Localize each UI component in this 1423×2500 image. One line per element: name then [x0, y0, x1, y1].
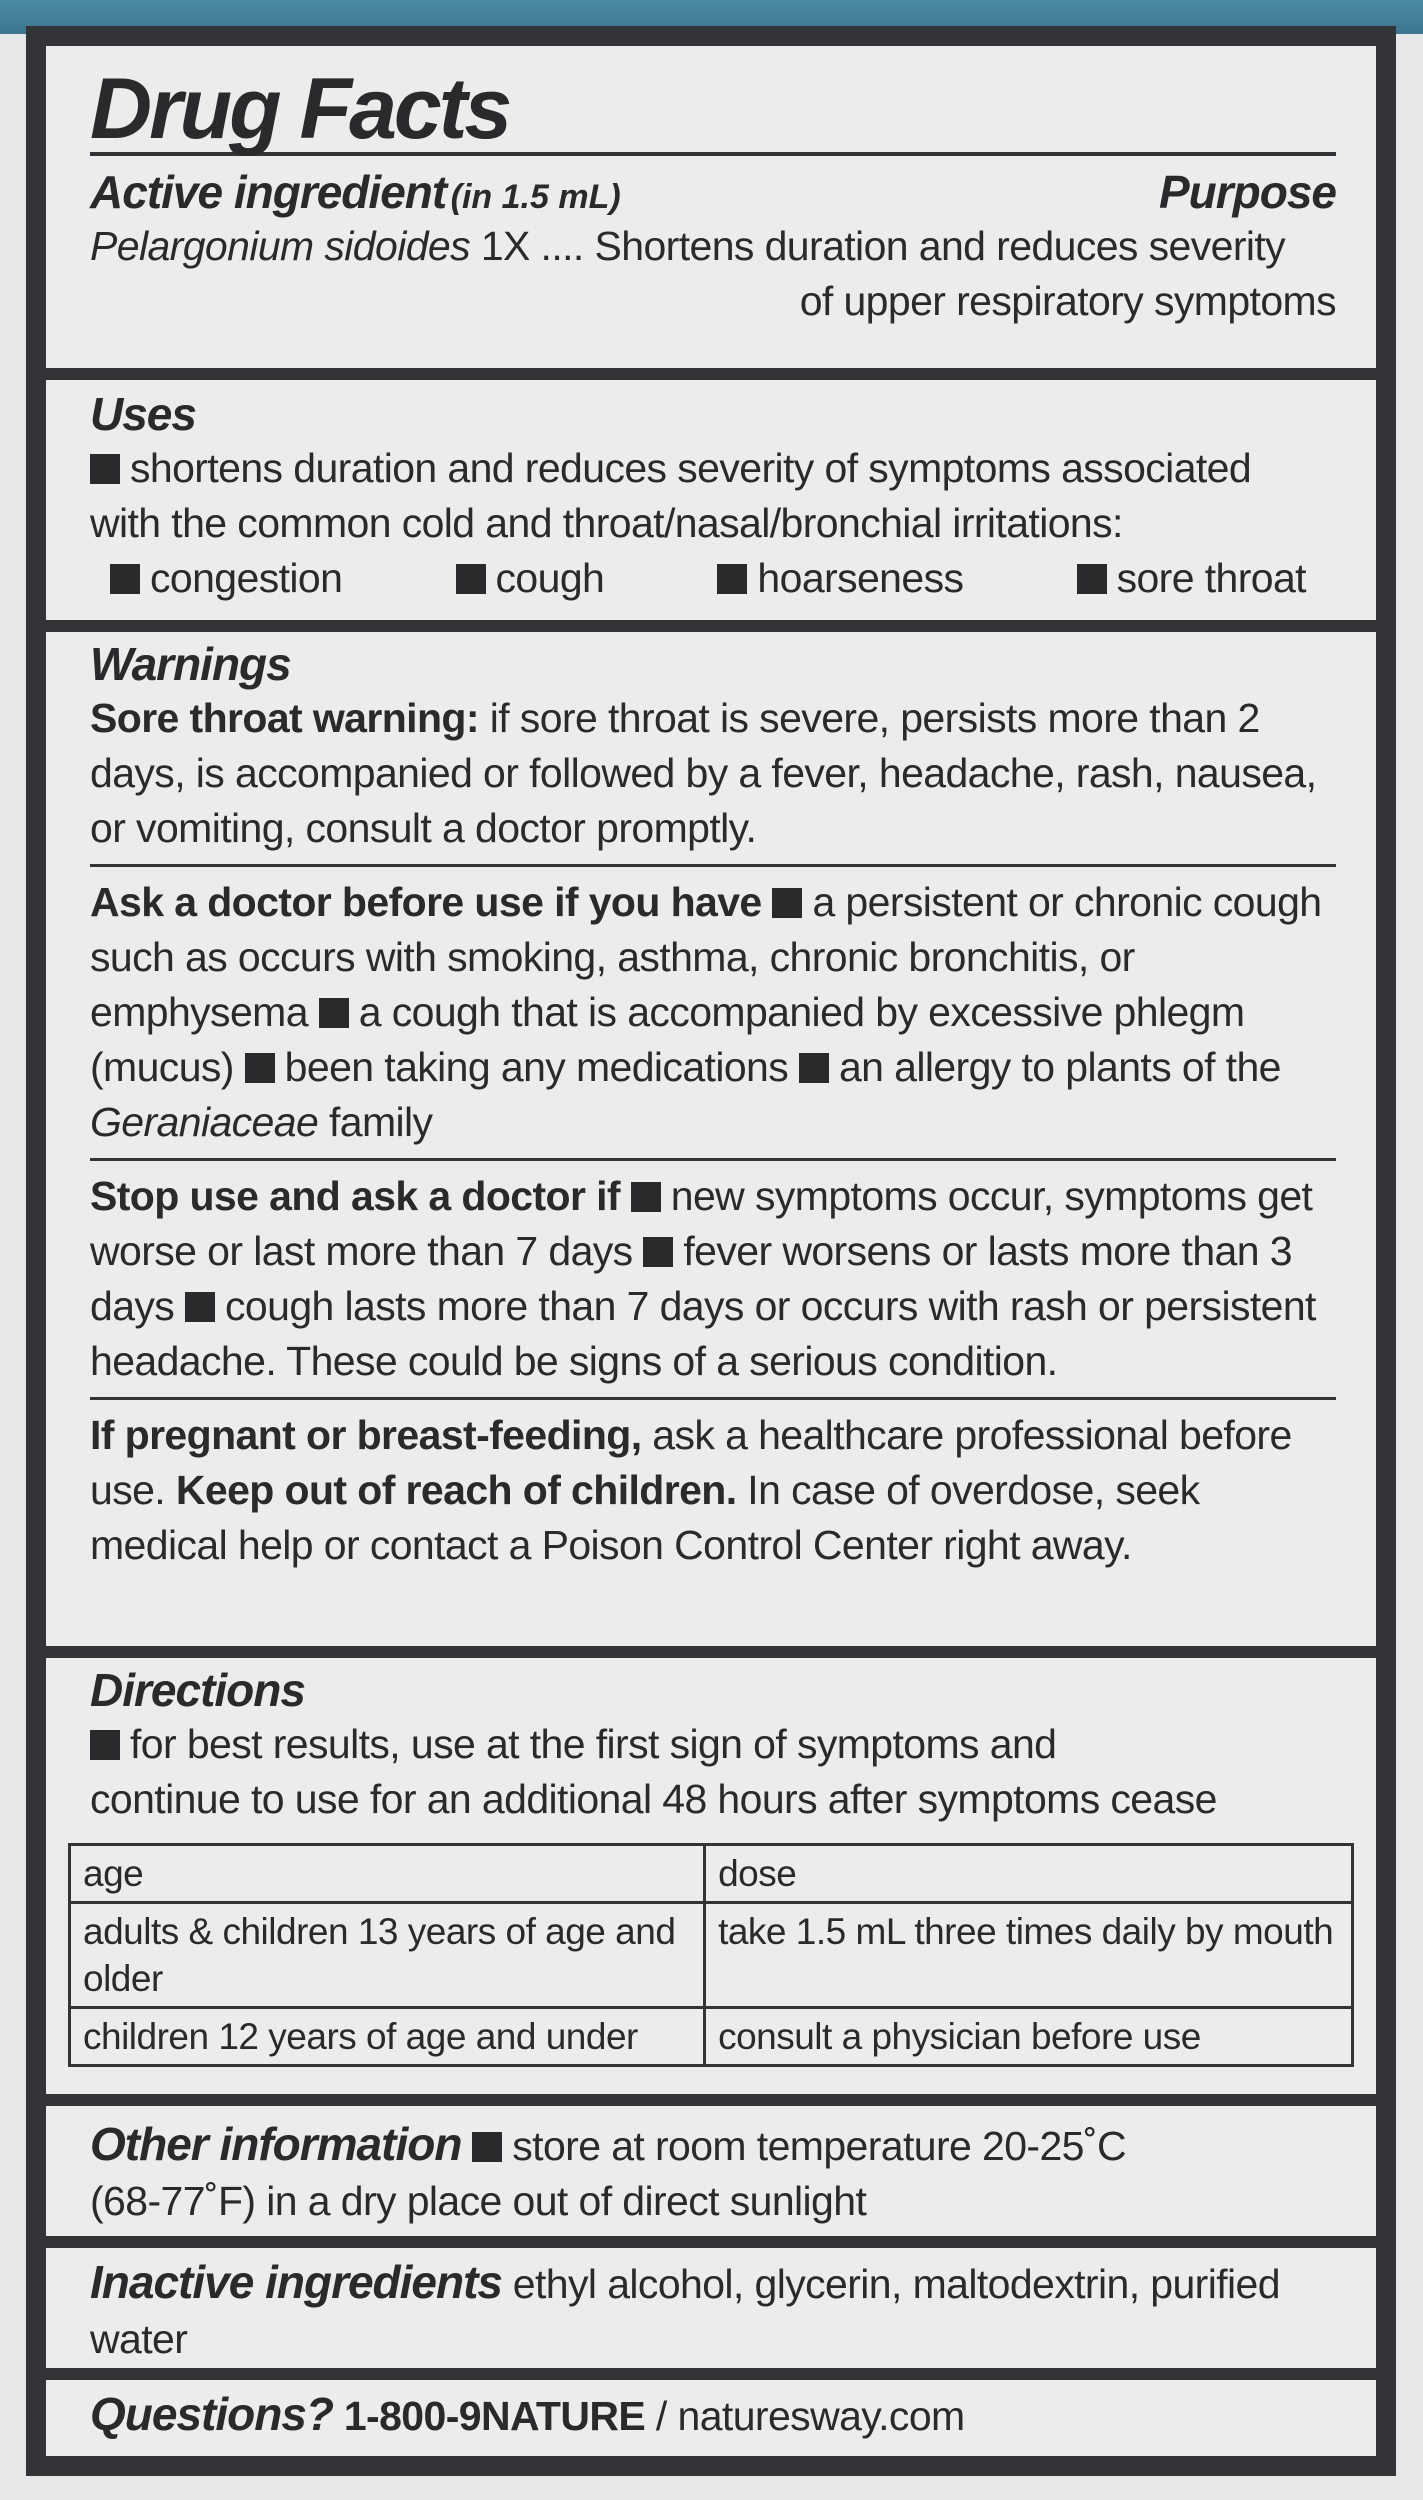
- table-header-age: age: [70, 1844, 705, 1902]
- keep-out-label: Keep out of reach of children.: [175, 1466, 737, 1513]
- inactive-list: ethyl alcohol, glycerin, maltodextrin, purified water: [90, 2261, 1280, 2362]
- uses-line-1: [90, 441, 1336, 496]
- page-title: Drug Facts: [90, 46, 1336, 156]
- bullet-square-icon: [1077, 564, 1107, 594]
- bullet-square-icon: [185, 1292, 215, 1322]
- active-header-row: [90, 166, 1336, 219]
- stop-item: cough lasts more than 7 days or occurs with rash or persistent headache. These could be signs of a serious condition.: [90, 1282, 1316, 1384]
- inactive-heading: Inactive ingredients: [90, 2256, 503, 2308]
- sore-throat-text: if sore throat is severe, persists more than 2 days, is accompanied or followed by a fever, headache, rash, nausea, or vomiting, consult a doctor promptly.: [90, 694, 1317, 851]
- ask-item: an allergy to plants of the: [838, 1043, 1281, 1090]
- directions-heading: Directions: [90, 1664, 305, 1716]
- table-cell-dose: take 1.5 mL three times daily by mouth: [705, 1902, 1353, 2007]
- purpose-line-2: of upper respiratory symptoms: [799, 277, 1336, 324]
- ingredient-strength: 1X: [480, 222, 530, 269]
- table-header-dose: dose: [705, 1844, 1353, 1902]
- bullet-square-icon: [90, 1730, 120, 1760]
- bullet-square-icon: [245, 1053, 275, 1083]
- ask-item: a persistent or chronic cough such as occurs with smoking, asthma, chronic bronchitis, or emphysema: [90, 878, 1322, 1035]
- warnings-panel: [46, 632, 1376, 1646]
- uses-line-1-text: shortens duration and reduces severity of symptoms associated: [130, 444, 1252, 491]
- table-cell-age: adults & children 13 years of age and older: [70, 1902, 705, 2007]
- active-heading-note: (in 1.5 mL): [450, 178, 621, 216]
- directions-text-block: [68, 1664, 1354, 1827]
- directions-panel: [46, 1658, 1376, 2094]
- ask-item: a cough that is accompanied by excessive phlegm (mucus): [90, 988, 1245, 1090]
- inactive-text: [90, 2256, 1336, 2367]
- uses-item: [110, 551, 342, 606]
- ingredient-name: Pelargonium sidoides: [90, 222, 471, 269]
- table-cell-dose: consult a physician before use: [705, 2007, 1353, 2065]
- questions-panel: [46, 2380, 1376, 2456]
- questions-heading: Questions?: [90, 2388, 334, 2440]
- bullet-square-icon: [643, 1237, 673, 1267]
- table-cell-age: children 12 years of age and under: [70, 2007, 705, 2065]
- table-row: [70, 2007, 1353, 2065]
- directions-line-1-text: for best results, use at the first sign of symptoms and: [130, 1720, 1057, 1767]
- pregnancy-warning: [90, 1397, 1336, 1573]
- bullet-square-icon: [90, 454, 120, 484]
- sore-throat-label: Sore throat warning:: [90, 694, 479, 741]
- dot-leader: ....: [529, 222, 595, 269]
- bullet-square-icon: [472, 2132, 502, 2162]
- dosage-table: [68, 1843, 1354, 2067]
- stop-use-label: Stop use and ask a doctor if: [90, 1172, 620, 1219]
- uses-item: [456, 551, 605, 606]
- bullet-square-icon: [110, 564, 140, 594]
- other-line-1-text: store at room temperature 20-25˚C: [512, 2123, 1126, 2169]
- active-ingredient-panel: [46, 46, 1376, 368]
- stop-item: new symptoms occur, symptoms get worse or last more than 7 days: [90, 1172, 1313, 1274]
- uses-item: [1077, 551, 1306, 606]
- uses-panel: [46, 380, 1376, 620]
- purpose-heading: Purpose: [1158, 166, 1336, 218]
- uses-line-2: with the common cold and throat/nasal/bronchial irritations:: [90, 499, 1123, 546]
- ask-doctor-warning: [90, 864, 1336, 1150]
- stop-use-warning: [90, 1158, 1336, 1389]
- directions-line-2: continue to use for an additional 48 hours after symptoms cease: [90, 1775, 1217, 1822]
- uses-item-text: sore throat: [1116, 554, 1306, 601]
- questions-line: [90, 2388, 1336, 2444]
- pregnancy-label: If pregnant or breast-feeding,: [90, 1411, 642, 1458]
- other-heading: Other information: [90, 2118, 462, 2170]
- purpose-line-1: Shortens duration and reduces severity: [594, 222, 1286, 269]
- other-information-panel: [46, 2106, 1376, 2236]
- warnings-heading: Warnings: [90, 638, 291, 690]
- bullet-square-icon: [319, 998, 349, 1028]
- uses-item-text: hoarseness: [757, 554, 964, 601]
- uses-item-text: cough: [495, 554, 605, 601]
- bullet-square-icon: [799, 1053, 829, 1083]
- table-row: [70, 1902, 1353, 2007]
- ask-doctor-label: Ask a doctor before use if you have: [90, 878, 762, 925]
- other-line-2: (68-77˚F) in a dry place out of direct sunlight: [90, 2178, 867, 2224]
- active-heading-text: Active ingredient: [90, 166, 447, 218]
- other-line-1: [90, 2118, 1336, 2174]
- phone-number: 1-800-9NATURE: [343, 2393, 646, 2439]
- table-header-row: [70, 1844, 1353, 1902]
- active-line-1: [90, 219, 1336, 274]
- bullet-square-icon: [772, 888, 802, 918]
- pregnancy-text: ask a healthcare professional before use.: [90, 1411, 1292, 1513]
- ask-item: been taking any medications: [284, 1043, 789, 1090]
- uses-item: [717, 551, 963, 606]
- uses-heading: Uses: [90, 388, 196, 440]
- uses-symptom-list: [90, 551, 1336, 606]
- bullet-square-icon: [456, 564, 486, 594]
- active-heading: [90, 166, 621, 219]
- uses-item-text: congestion: [150, 554, 343, 601]
- drug-facts-label: [26, 26, 1396, 2476]
- website-text: / naturesway.com: [645, 2393, 965, 2439]
- overdose-text: In case of overdose, seek medical help or contact a Poison Control Center right away.: [90, 1466, 1200, 1568]
- sore-throat-warning: [90, 691, 1336, 856]
- directions-line-1: [90, 1717, 1344, 1772]
- plant-family-name: Geraniaceae: [90, 1098, 319, 1145]
- stop-item: fever worsens or lasts more than 3 days: [90, 1227, 1292, 1329]
- plant-family-suffix: family: [318, 1098, 433, 1145]
- bullet-square-icon: [631, 1182, 661, 1212]
- bullet-square-icon: [717, 564, 747, 594]
- inactive-ingredients-panel: [46, 2248, 1376, 2368]
